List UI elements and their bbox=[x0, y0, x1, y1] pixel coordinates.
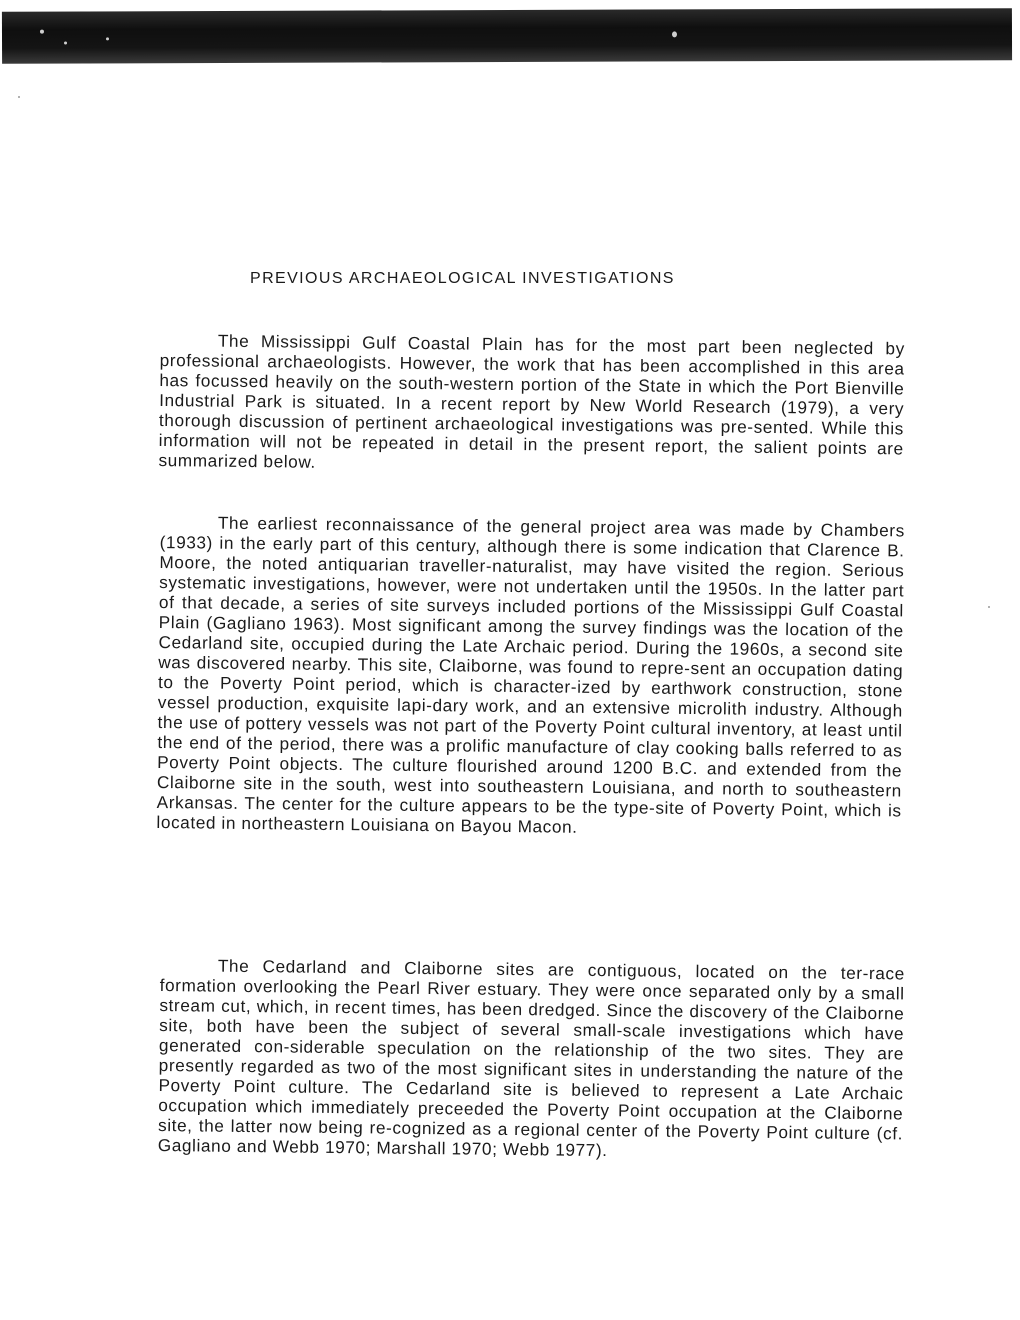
page-title: PREVIOUS ARCHAEOLOGICAL INVESTIGATIONS bbox=[250, 270, 675, 287]
body-paragraph-3: The Cedarland and Claiborne sites are contiguous, located on the ter-race formation overlooking the Pearl River estuary. They were once separated only by a small stream cut, which, in recent times, has been dredged. Since the discovery of the Claiborne site, both have been the subject of several small-scale investigations which have generated con-siderable speculation on the relationship of the two sites. They are presently regarded as two of the most significant sites in understanding the nature of the Poverty Point culture. The Cedarland site is believed to represent a Late Archaic occupation which immediately preceeded the Poverty Point occupation at the Claiborne site, the latter now being re-cognized as a regional center of the Poverty Point culture (cf. Gagliano and Webb 1970; Marshall 1970; Webb 1977). bbox=[157, 955, 905, 1161]
scan-dust-dot bbox=[18, 96, 20, 98]
scan-dust-dot bbox=[988, 606, 990, 608]
body-paragraph-1: The Mississippi Gulf Coastal Plain has for the most part been neglected by professional archaeologists. However, the work that has been accomplished in this area has focussed heavily on the south-western portion of the State in which the Port Bienville Industrial Park is situated. In a recent report by New World Research (1979), a very thorough discussion of pertinent archaeological investigations was pre-sented. While this information will not be repeated in detail in the present report, the salient points are summarized below. bbox=[158, 330, 905, 472]
scan-speck bbox=[64, 42, 67, 45]
body-paragraph-2: The earliest reconnaissance of the general project area was made by Chambers (1933) in the early part of this century, although there is some indication that Clarence B. Moore, the noted antiquarian traveller-naturalist, may have visited the region. Serious systematic investigations, however, were not undertaken until the 1950s. In the latter part of that decade, a series of site surveys included portions of the Mississippi Gulf Coastal Plain (Gagliano 1963). Most significant among the survey findings was the location of the Cedarland site, occupied during the Late Archaic period. During the 1960s, a second site was discovered nearby. This site, Claiborne, was found to repre-sent an occupation dating to the Poverty Point period, which is character-ized by earthwork construction, stone vessel production, exquisite lapi-dary work, and an extensive microlith industry. Although the use of pottery vessels was not part of the Poverty Point cultural inventory, at least until the end of the period, there was a prolific manufacture of clay cooking balls referred to as Poverty Point objects. The culture flourished around 1200 B.C. and extended from the Claiborne site in the south, west into southeastern Louisiana, and north to southeastern Arkansas. The center for the culture appears to be the type-site of Poverty Point, which is located in northeastern Louisiana on Bayou Macon. bbox=[156, 512, 905, 837]
scan-speck bbox=[106, 37, 109, 40]
scan-speck bbox=[672, 31, 677, 37]
scan-edge-bar bbox=[2, 8, 1012, 64]
scan-speck bbox=[40, 30, 44, 34]
